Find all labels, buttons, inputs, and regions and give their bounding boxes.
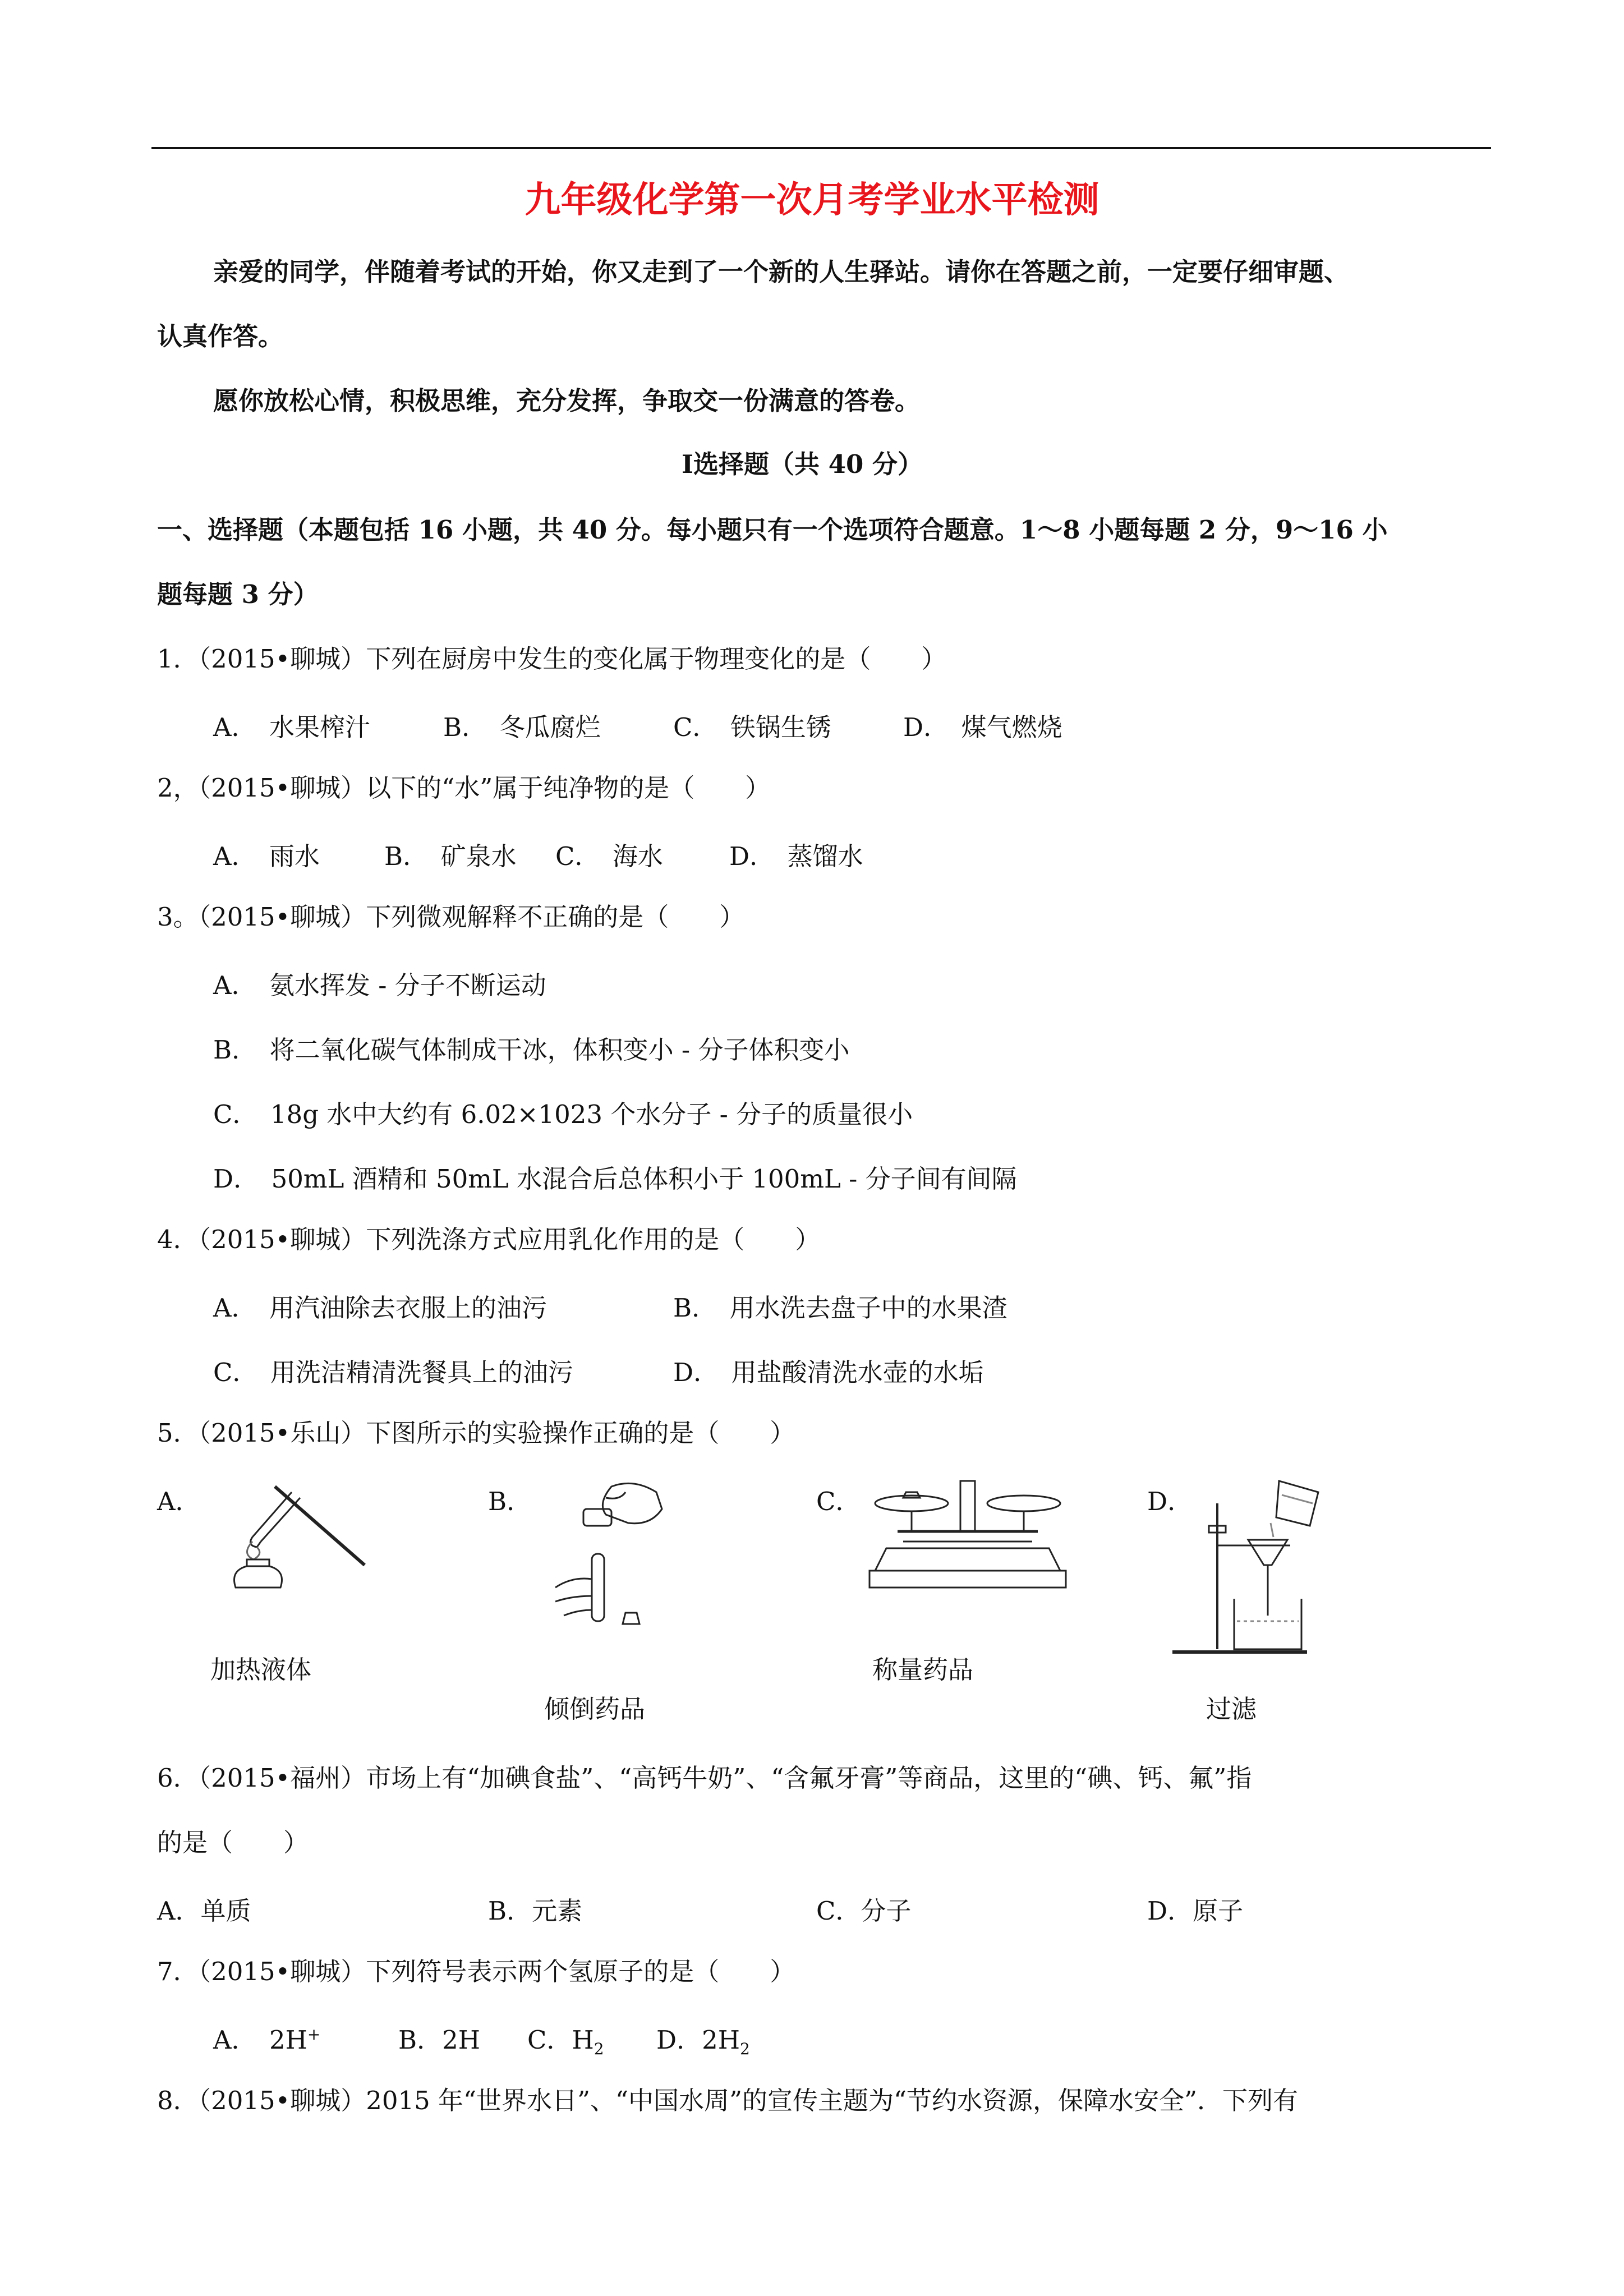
q4-option-c: C． 用洗洁精清洗餐具上的油污 [213,1358,573,1387]
q5-caption-b: 倾倒药品 [544,1694,646,1724]
q7-option-b [398,2019,480,2056]
q5-letter-a: A． [157,1487,201,1516]
question-4-stem: 4．（2015•聊城）下列洗涤方式应用乳化作用的是（ ） [157,1225,821,1254]
question-1-stem: 1．（2015•聊城）下列在厨房中发生的变化属于物理变化的是（ ） [157,644,947,674]
q6-option-b: B．元素 [488,1896,583,1926]
q5-letter-d: D． [1147,1487,1193,1516]
q2-option-c: C． 海水 [555,841,663,871]
question-7-stem: 7．（2015•聊城）下列符号表示两个氢原子的是（ ） [157,1957,795,1986]
q7-option-c-formula: H [572,2025,594,2055]
figure-heating-liquid [208,1475,376,1599]
question-6-stem-line-2: 的是（ ） [157,1828,309,1857]
q3-option-a: A． 氨水挥发 - 分子不断运动 [213,970,546,1000]
q3-option-b: B． 将二氧化碳气体制成干冰，体积变小 - 分子体积变小 [213,1035,850,1065]
q5-caption-c: 称量药品 [872,1655,974,1685]
q7-option-b-label: B． [398,2025,443,2055]
intro-line-3: 愿你放松心情，积极思维，充分发挥，争取交一份满意的答卷。 [213,386,921,416]
q7-option-a [213,2019,320,2056]
question-3-stem: 3。（2015•聊城）下列微观解释不正确的是（ ） [157,902,745,932]
q3-option-c: C． 18g 水中大约有 6.02×1023 个水分子 - 分子的质量很小 [213,1099,913,1129]
q1-option-d: D． 煤气燃烧 [903,712,1062,742]
question-8-stem: 8．（2015•聊城）2015 年“世界水日”、“中国水周”的宣传主题为“节约水资源，保障水安全”．下列有 [157,2086,1299,2115]
q7-option-a-label: A． [213,2025,269,2055]
question-2-stem: 2，（2015•聊城）以下的“水”属于纯净物的是（ ） [157,773,771,803]
part1-line-1: 一、选择题（本题包括 16 小题，共 40 分。每小题只有一个选项符合题意。1～8 小题每题 2 分，9～16 小 [157,515,1388,545]
q7-option-d-formula: 2H [702,2025,740,2055]
question-6-stem-line-1: 6．（2015•福州）市场上有“加碘食盐”、“高钙牛奶”、“含氟牙膏”等商品，这里的“碘、钙、氟”指 [157,1763,1252,1793]
part1-line-2: 题每题 3 分） [157,579,319,609]
figure-balance-weighing [864,1475,1071,1593]
header-rule [151,147,1491,149]
q1-option-b: B． 冬瓜腐烂 [443,712,601,742]
section-heading: Ⅰ选择题（共 40 分） [682,449,923,479]
q7-option-a-charge: + [307,2025,321,2044]
q1-option-c: C． 铁锅生锈 [673,712,831,742]
q7-option-d-subscript: 2 [739,2040,750,2058]
q2-option-b: B． 矿泉水 [384,841,517,871]
q1-option-a: A． 水果榨汁 [213,712,370,742]
q6-option-c: C．分子 [816,1896,912,1926]
intro-line-2: 认真作答。 [157,321,284,351]
q6-option-a: A．单质 [157,1896,251,1926]
q5-caption-a: 加热液体 [210,1655,312,1685]
q7-option-c-subscript: 2 [594,2040,604,2058]
question-5-stem: 5．（2015•乐山）下图所示的实验操作正确的是（ ） [157,1418,795,1448]
q2-option-a: A． 雨水 [213,841,320,871]
q5-caption-d: 过滤 [1206,1694,1257,1724]
q7-option-c-label: C． [527,2025,572,2055]
q7-option-b-formula: 2H [442,2025,480,2055]
q4-option-b: B． 用水洗去盘子中的水果渣 [673,1293,1007,1323]
q7-option-a-formula: 2H [269,2025,307,2055]
q2-option-d: D． 蒸馏水 [729,841,863,871]
q5-letter-c: C． [816,1487,861,1516]
figure-filtration [1161,1470,1341,1660]
q7-option-d-label: D． [656,2025,702,2055]
q6-option-d: D．原子 [1147,1896,1244,1926]
q7-option-c [527,2019,604,2058]
figure-pouring-reagent [522,1475,701,1644]
q5-letter-b: B． [488,1487,532,1516]
q4-option-a: A． 用汽油除去衣服上的油污 [213,1293,547,1323]
q7-option-d [656,2019,750,2058]
q3-option-d: D． 50mL 酒精和 50mL 水混合后总体积小于 100mL - 分子间有间隔 [213,1164,1017,1194]
page-title: 九年级化学第一次月考学业水平检测 [525,179,1099,221]
q4-option-d: D． 用盐酸清洗水壶的水垢 [673,1358,984,1387]
intro-line-1: 亲爱的同学，伴随着考试的开始，你又走到了一个新的人生驿站。请你在答题之前，一定要仔细审题、 [213,257,1350,287]
